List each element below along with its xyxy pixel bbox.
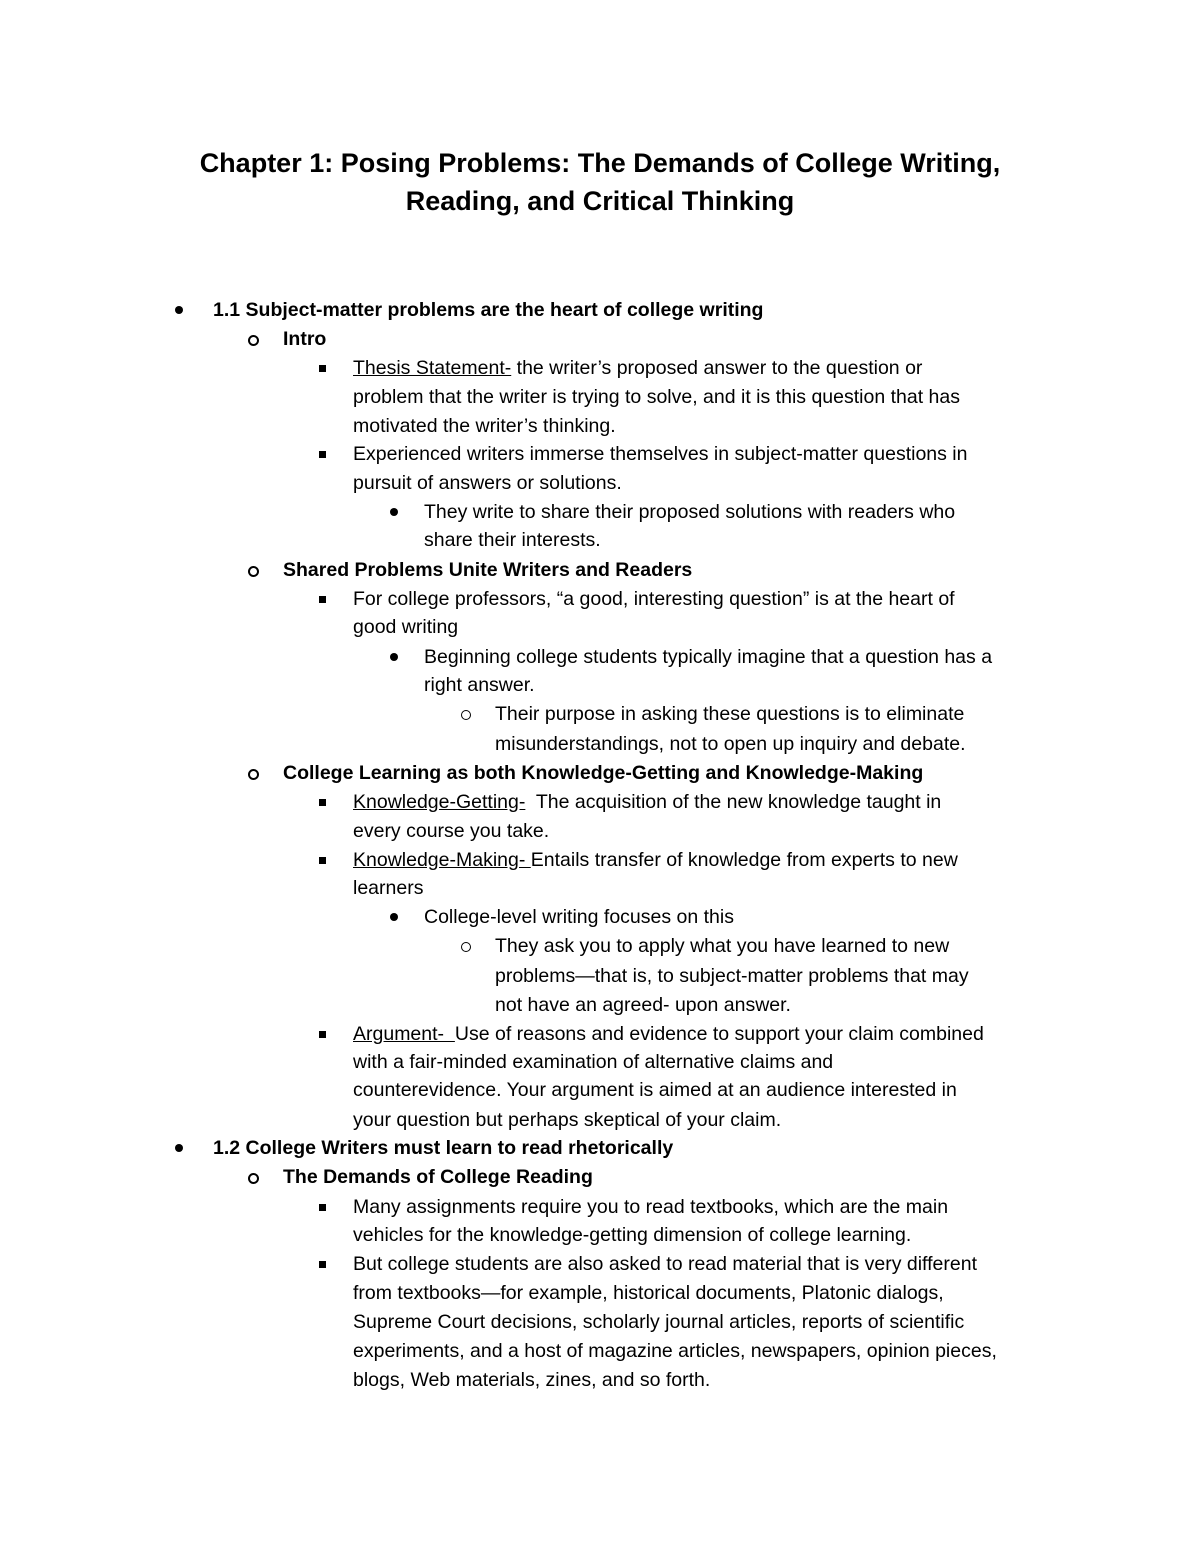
text-line: right answer.: [424, 674, 535, 696]
square-bullet-icon: [319, 365, 326, 372]
text-line: not have an agreed- upon answer.: [495, 994, 791, 1016]
square-bullet-icon: [319, 451, 326, 458]
text-line: blogs, Web materials, zines, and so forth.: [353, 1369, 711, 1391]
bullet-icon: [390, 653, 398, 661]
list-item-level3: Thesis Statement- the writer’s proposed answer to the question or: [0, 354, 1200, 383]
subsection-college-reading: The Demands of College Reading: [283, 1166, 593, 1188]
section-heading-1-1: 1.1 Subject-matter problems are the heart of college writing: [213, 299, 764, 321]
bullet-icon: [175, 306, 183, 314]
list-item-level3: But college students are also asked to read material that is very different: [0, 1250, 1200, 1279]
list-item-level4: College-level writing focuses on this: [0, 903, 1200, 932]
text-line: problem that the writer is trying to solve, and it is this question that has: [353, 386, 960, 408]
square-bullet-icon: [319, 1031, 326, 1038]
text-line: misunderstandings, not to open up inquiry and debate.: [495, 733, 966, 755]
square-bullet-icon: [319, 1204, 326, 1211]
list-item-level3: Experienced writers immerse themselves in subject-matter questions in: [0, 440, 1200, 469]
list-item-level5: Their purpose in asking these questions is to eliminate: [0, 700, 1200, 729]
list-item-level3: Knowledge-Making- Entails transfer of knowledge from experts to new: [0, 846, 1200, 875]
circle-bullet-icon: [248, 1173, 259, 1184]
list-item-level2: [0, 759, 1200, 788]
text-line: from textbooks—for example, historical documents, Platonic dialogs,: [353, 1282, 944, 1304]
section-heading-1-2: 1.2 College Writers must learn to read rhetorically: [213, 1137, 674, 1159]
list-item-level3: Knowledge-Getting- The acquisition of the new knowledge taught in: [0, 788, 1200, 817]
circle-bullet-icon: [248, 335, 259, 346]
list-item-level2: [0, 325, 1200, 354]
square-bullet-icon: [319, 857, 326, 864]
list-item-level3: Argument- Use of reasons and evidence to support your claim combined: [0, 1020, 1200, 1049]
list-item-level4: They write to share their proposed solutions with readers who: [0, 498, 1200, 527]
text-line: problems—that is, to subject-matter problems that may: [495, 965, 969, 987]
square-bullet-icon: [319, 596, 326, 603]
bullet-icon: [390, 508, 398, 516]
subsection-college-learning: College Learning as both Knowledge-Getting and Knowledge-Making: [283, 762, 924, 784]
circle-bullet-icon: [248, 769, 259, 780]
term-knowledge-making: Knowledge-Making-: [353, 849, 531, 871]
square-bullet-icon: [319, 1261, 326, 1268]
list-item-level3: Many assignments require you to read textbooks, which are the main: [0, 1193, 1200, 1222]
text-line: share their interests.: [424, 529, 601, 551]
page-title: [150, 144, 1050, 220]
text-line: pursuit of answers or solutions.: [353, 472, 622, 494]
term-knowledge-getting: Knowledge-Getting-: [353, 791, 526, 813]
list-item-level4: Beginning college students typically imagine that a question has a: [0, 643, 1200, 672]
list-item-level5: They ask you to apply what you have learned to new: [0, 932, 1200, 961]
text-line: with a fair-minded examination of alternative claims and: [353, 1051, 834, 1073]
term-argument: Argument-: [353, 1023, 455, 1045]
text-line: vehicles for the knowledge-getting dimension of college learning.: [353, 1224, 912, 1246]
bullet-icon: [175, 1144, 183, 1152]
circle-bullet-icon: [248, 566, 259, 577]
text-line: learners: [353, 877, 424, 899]
text-line: experiments, and a host of magazine articles, newspapers, opinion pieces,: [353, 1340, 997, 1362]
text-line: motivated the writer’s thinking.: [353, 415, 616, 437]
square-bullet-icon: [319, 799, 326, 806]
circle-bullet-icon: [461, 710, 471, 720]
text-line: your question but perhaps skeptical of your claim.: [353, 1109, 782, 1131]
text-line: good writing: [353, 616, 459, 638]
list-item-level3: For college professors, “a good, interesting question” is at the heart of: [0, 585, 1200, 614]
list-item-level1: [0, 296, 1200, 325]
text-line: every course you take.: [353, 820, 550, 842]
subsection-shared-problems: Shared Problems Unite Writers and Readers: [283, 559, 693, 581]
circle-bullet-icon: [461, 942, 471, 952]
list-item-level2: [0, 1163, 1200, 1192]
list-item-level1: [0, 1134, 1200, 1163]
text-line: Supreme Court decisions, scholarly journal articles, reports of scientific: [353, 1311, 965, 1333]
title-line-2: Reading, and Critical Thinking: [405, 186, 795, 216]
text-line: counterevidence. Your argument is aimed at an audience interested in: [353, 1079, 957, 1101]
list-item-level2: [0, 556, 1200, 585]
term-thesis-statement: Thesis Statement-: [353, 357, 512, 379]
title-line-1: Chapter 1: Posing Problems: The Demands of College Writing,: [199, 148, 1001, 178]
subsection-intro: Intro: [283, 328, 327, 350]
bullet-icon: [390, 913, 398, 921]
